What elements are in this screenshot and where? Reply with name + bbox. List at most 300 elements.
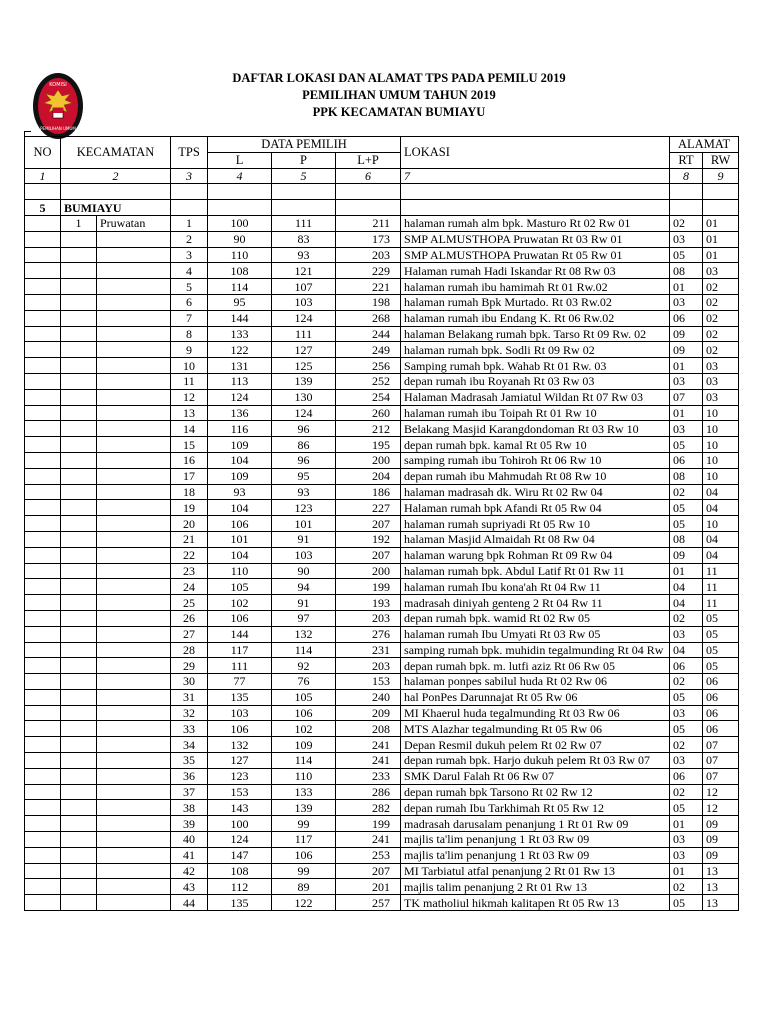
cell-no [25,247,61,263]
cell-village-no [61,263,97,279]
cell-no [25,816,61,832]
cell-l: 104 [208,452,272,468]
cell-rt: 01 [670,816,703,832]
cell-village-no [61,895,97,911]
cell-tps: 13 [171,405,208,421]
cell-lokasi: halaman rumah bpk. Abdul Latif Rt 01 Rw 11 [401,563,670,579]
cell-rt: 05 [670,689,703,705]
cell-lp: 199 [336,579,401,595]
cell-l: 124 [208,832,272,848]
cell-l: 132 [208,737,272,753]
cell-l: 109 [208,468,272,484]
cell-village-no [61,816,97,832]
cell-l: 109 [208,437,272,453]
cell-lp: 209 [336,705,401,721]
cell-lokasi: madrasah darusalam penanjung 1 Rt 01 Rw 09 [401,816,670,832]
cell-rw: 03 [703,389,739,405]
table-row [25,768,739,784]
cell-rt: 02 [670,737,703,753]
cell-no [25,484,61,500]
cell-lokasi: halaman rumah Ibu Umyati Rt 03 Rw 05 [401,626,670,642]
cell-village-no [61,484,97,500]
cell-village-name [97,373,171,389]
cell-rt: 09 [670,342,703,358]
cell-tps: 39 [171,816,208,832]
cell-rw: 06 [703,674,739,690]
cell-lokasi: halaman rumah ibu Endang K. Rt 06 Rw.02 [401,310,670,326]
table-row [25,689,739,705]
cell-rt: 05 [670,895,703,911]
cell-village-name [97,879,171,895]
cell-l: 106 [208,721,272,737]
cell-tps: 28 [171,642,208,658]
cell-l: 108 [208,263,272,279]
cell-no [25,373,61,389]
document-header [0,70,768,121]
header-rt: RT [670,152,703,168]
cell-lokasi: halaman warung bpk Rohman Rt 09 Rw 04 [401,547,670,563]
table-row [25,326,739,342]
cell-rw: 05 [703,626,739,642]
cell-l: 106 [208,610,272,626]
table-row [25,500,739,516]
cell-rt: 03 [670,832,703,848]
cell-tps: 15 [171,437,208,453]
cell-village-name [97,263,171,279]
cell-no [25,516,61,532]
table-row [25,215,739,231]
cell-l: 110 [208,563,272,579]
cell-p: 106 [272,847,336,863]
cell-p: 124 [272,310,336,326]
cell-l: 144 [208,310,272,326]
cell-no [25,879,61,895]
cell-rt: 03 [670,626,703,642]
cell-rw: 09 [703,832,739,848]
table-row [25,373,739,389]
table-row [25,279,739,295]
cell-village-no [61,516,97,532]
cell-lokasi: SMP ALMUSTHOPA Pruwatan Rt 03 Rw 01 [401,231,670,247]
cell-rw: 03 [703,373,739,389]
cell-village-no [61,500,97,516]
cell-tps: 27 [171,626,208,642]
cell-no [25,579,61,595]
cell-lp: 221 [336,279,401,295]
cell-village-no [61,705,97,721]
cell-village-name [97,737,171,753]
cell-rt: 05 [670,247,703,263]
table-row [25,753,739,769]
cell-p: 121 [272,263,336,279]
cell-l: 104 [208,547,272,563]
cell-lp: 241 [336,753,401,769]
cell-village-name: Pruwatan [97,215,171,231]
cell-rw: 06 [703,689,739,705]
cell-no [25,610,61,626]
cell-lokasi: depan rumah bpk. kamal Rt 05 Rw 10 [401,437,670,453]
cell-tps: 24 [171,579,208,595]
cell-lokasi: Depan Resmil dukuh pelem Rt 02 Rw 07 [401,737,670,753]
cell-village-no [61,389,97,405]
cell-village-name [97,579,171,595]
cell-lp: 173 [336,231,401,247]
cell-village-no [61,674,97,690]
cell-l: 133 [208,326,272,342]
cell-rw: 02 [703,310,739,326]
cell-p: 99 [272,816,336,832]
cell-village-no [61,595,97,611]
cell-l: 77 [208,674,272,690]
cell-lp: 254 [336,389,401,405]
cell-lp: 227 [336,500,401,516]
cell-tps: 35 [171,753,208,769]
cell-no [25,215,61,231]
cell-lp: 211 [336,215,401,231]
col-number: 2 [61,168,171,184]
cell-l: 100 [208,215,272,231]
cell-village-name [97,658,171,674]
cell-p: 124 [272,405,336,421]
cell-village-name [97,452,171,468]
table-row [25,547,739,563]
cell-no [25,326,61,342]
table-row [25,610,739,626]
cell-rw: 09 [703,847,739,863]
cell-p: 127 [272,342,336,358]
cell-l: 106 [208,516,272,532]
cell-village-name [97,753,171,769]
cell-l: 123 [208,768,272,784]
cell-rt: 05 [670,800,703,816]
cell-rt: 02 [670,674,703,690]
cell-village-name [97,800,171,816]
cell-l: 135 [208,895,272,911]
cell-tps: 5 [171,279,208,295]
cell-tps: 1 [171,215,208,231]
cell-p: 139 [272,373,336,389]
cell-rt: 03 [670,705,703,721]
cell-rw: 01 [703,231,739,247]
cell-lokasi: halaman rumah ibu Toipah Rt 01 Rw 10 [401,405,670,421]
cell-tps: 17 [171,468,208,484]
cell-lp: 241 [336,832,401,848]
cell-l: 147 [208,847,272,863]
cell-lp: 253 [336,847,401,863]
cell-village-name [97,500,171,516]
cell-lokasi: halaman Masjid Almaidah Rt 08 Rw 04 [401,531,670,547]
cell-lp: 203 [336,658,401,674]
cell-village-no [61,832,97,848]
cell-lokasi: depan rumah Ibu Tarkhimah Rt 05 Rw 12 [401,800,670,816]
cell-p: 83 [272,231,336,247]
cell-rt: 08 [670,531,703,547]
cell-no [25,468,61,484]
cell-village-no [61,437,97,453]
cell-village-no [61,626,97,642]
cell-no [25,595,61,611]
cell-rt: 08 [670,468,703,484]
col-number: 9 [703,168,739,184]
cell-lp: 195 [336,437,401,453]
cell-tps: 18 [171,484,208,500]
table-row [25,879,739,895]
cell-lokasi: Samping rumah bpk. Wahab Rt 01 Rw. 03 [401,358,670,374]
cell-l: 90 [208,231,272,247]
district-row [25,200,739,216]
cell-rw: 10 [703,421,739,437]
cell-village-no [61,784,97,800]
cell-no [25,437,61,453]
cell-lokasi: halaman ponpes sabilul huda Rt 02 Rw 06 [401,674,670,690]
cell-village-no [61,421,97,437]
cell-no [25,389,61,405]
cell-village-no [61,863,97,879]
table-row [25,389,739,405]
cell-p: 110 [272,768,336,784]
cell-tps: 30 [171,674,208,690]
cell-lp: 207 [336,516,401,532]
cell-village-name [97,279,171,295]
cell-village-no [61,547,97,563]
cell-rw: 01 [703,247,739,263]
cell-lp: 252 [336,373,401,389]
cell-lp: 229 [336,263,401,279]
cell-tps: 38 [171,800,208,816]
cell-p: 123 [272,500,336,516]
cell-tps: 11 [171,373,208,389]
cell-rt: 06 [670,452,703,468]
cell-rt: 04 [670,595,703,611]
cell-l: 117 [208,642,272,658]
cell-rw: 10 [703,516,739,532]
cell-lp: 200 [336,563,401,579]
cell-lp: 249 [336,342,401,358]
cell-l: 131 [208,358,272,374]
cell-lp: 282 [336,800,401,816]
col-number: 3 [171,168,208,184]
cell-village-no [61,847,97,863]
cell-l: 93 [208,484,272,500]
cell-rt: 03 [670,373,703,389]
logo-top-text: KOMISI [49,82,67,88]
cell-lp: 207 [336,547,401,563]
cell-p: 91 [272,531,336,547]
cell-p: 97 [272,610,336,626]
cell-rw: 12 [703,800,739,816]
cell-village-no [61,563,97,579]
cell-lp: 241 [336,737,401,753]
cell-tps: 14 [171,421,208,437]
cell-tps: 42 [171,863,208,879]
table-row [25,595,739,611]
cell-l: 105 [208,579,272,595]
cell-tps: 16 [171,452,208,468]
cell-no [25,405,61,421]
cell-lokasi: majlis talim penanjung 2 Rt 01 Rw 13 [401,879,670,895]
table-row [25,294,739,310]
cell-rt: 04 [670,642,703,658]
cell-l: 110 [208,247,272,263]
cell-village-no [61,326,97,342]
cell-no [25,863,61,879]
table-row [25,816,739,832]
header-line-3: PPK KECAMATAN BUMIAYU [312,105,486,119]
cell-tps: 32 [171,705,208,721]
cell-lokasi: halaman rumah supriyadi Rt 05 Rw 10 [401,516,670,532]
cell-p: 111 [272,215,336,231]
cell-lp: 208 [336,721,401,737]
cell-rw: 07 [703,753,739,769]
table-row [25,579,739,595]
cell-village-name [97,674,171,690]
cell-p: 103 [272,547,336,563]
col-number: 1 [25,168,61,184]
cell-lp: 199 [336,816,401,832]
cell-rt: 05 [670,500,703,516]
cell-tps: 22 [171,547,208,563]
cell-lokasi: depan rumah bpk. m. lutfi aziz Rt 06 Rw 05 [401,658,670,674]
table-row [25,674,739,690]
cell-p: 93 [272,484,336,500]
cell-village-name [97,626,171,642]
cell-rt: 02 [670,784,703,800]
cell-lokasi: halaman madrasah dk. Wiru Rt 02 Rw 04 [401,484,670,500]
cell-village-no [61,468,97,484]
district-no: 5 [25,200,61,216]
cell-rt: 09 [670,326,703,342]
cell-tps: 36 [171,768,208,784]
cell-lokasi: MI Tarbiatul atfal penanjung 2 Rt 01 Rw 13 [401,863,670,879]
cell-lokasi: majlis ta'lim penanjung 1 Rt 03 Rw 09 [401,847,670,863]
cell-lokasi: TK matholiul hikmah kalitapen Rt 05 Rw 13 [401,895,670,911]
cell-rw: 06 [703,721,739,737]
cell-no [25,310,61,326]
column-number-row [25,168,739,184]
cell-rw: 02 [703,279,739,295]
cell-rt: 04 [670,579,703,595]
cell-p: 86 [272,437,336,453]
cell-p: 109 [272,737,336,753]
table-row [25,705,739,721]
cell-village-no [61,531,97,547]
cell-rw: 11 [703,595,739,611]
district-name: BUMIAYU [61,200,171,216]
cell-p: 102 [272,721,336,737]
cell-lp: 192 [336,531,401,547]
cell-no [25,626,61,642]
cell-village-no [61,768,97,784]
cell-lokasi: MTS Alazhar tegalmunding Rt 05 Rw 06 [401,721,670,737]
cell-p: 101 [272,516,336,532]
cell-rt: 08 [670,263,703,279]
cell-tps: 44 [171,895,208,911]
cell-l: 144 [208,626,272,642]
cell-p: 122 [272,895,336,911]
cell-p: 92 [272,658,336,674]
cell-rt: 05 [670,437,703,453]
cell-l: 113 [208,373,272,389]
cell-lp: 186 [336,484,401,500]
cell-rw: 03 [703,263,739,279]
cell-rw: 03 [703,358,739,374]
table-row [25,531,739,547]
cell-village-no [61,342,97,358]
cell-village-name [97,721,171,737]
cell-village-name [97,547,171,563]
cell-no [25,358,61,374]
cell-no [25,531,61,547]
cell-p: 111 [272,326,336,342]
cell-p: 96 [272,421,336,437]
cell-rw: 07 [703,768,739,784]
cell-no [25,279,61,295]
cell-village-name [97,342,171,358]
cell-tps: 43 [171,879,208,895]
cell-village-no [61,373,97,389]
cell-lokasi: majlis ta'lim penanjung 1 Rt 03 Rw 09 [401,832,670,848]
table-row [25,421,739,437]
cell-village-no [61,658,97,674]
cell-lp: 193 [336,595,401,611]
cell-lp: 153 [336,674,401,690]
cell-p: 125 [272,358,336,374]
cell-rw: 10 [703,468,739,484]
cell-no [25,784,61,800]
cell-lp: 256 [336,358,401,374]
cell-lokasi: halaman rumah ibu hamimah Rt 01 Rw.02 [401,279,670,295]
cell-lp: 231 [336,642,401,658]
cell-rt: 03 [670,753,703,769]
cell-village-name [97,705,171,721]
table-row [25,642,739,658]
cell-no [25,263,61,279]
col-number: 8 [670,168,703,184]
cell-village-no [61,689,97,705]
cell-p: 105 [272,689,336,705]
header-lokasi: LOKASI [401,137,670,169]
cell-no [25,658,61,674]
cell-l: 111 [208,658,272,674]
cell-no [25,800,61,816]
cell-tps: 6 [171,294,208,310]
cell-rt: 02 [670,215,703,231]
cell-p: 132 [272,626,336,642]
cell-village-name [97,231,171,247]
cell-rw: 02 [703,326,739,342]
cell-rw: 10 [703,452,739,468]
cell-village-name [97,326,171,342]
cell-p: 96 [272,452,336,468]
cell-l: 116 [208,421,272,437]
cell-l: 112 [208,879,272,895]
table-row [25,263,739,279]
cell-village-name [97,563,171,579]
cell-no [25,342,61,358]
table-row [25,737,739,753]
cell-village-no [61,737,97,753]
cell-rw: 13 [703,895,739,911]
cell-rw: 10 [703,405,739,421]
cell-l: 104 [208,500,272,516]
cell-lokasi: depan rumah bpk. wamid Rt 02 Rw 05 [401,610,670,626]
header-p: P [272,152,336,168]
cell-lokasi: halaman rumah Ibu kona'ah Rt 04 Rw 11 [401,579,670,595]
cell-village-name [97,310,171,326]
cell-rt: 06 [670,310,703,326]
cell-rw: 06 [703,705,739,721]
cell-lokasi: MI Khaerul huda tegalmunding Rt 03 Rw 06 [401,705,670,721]
